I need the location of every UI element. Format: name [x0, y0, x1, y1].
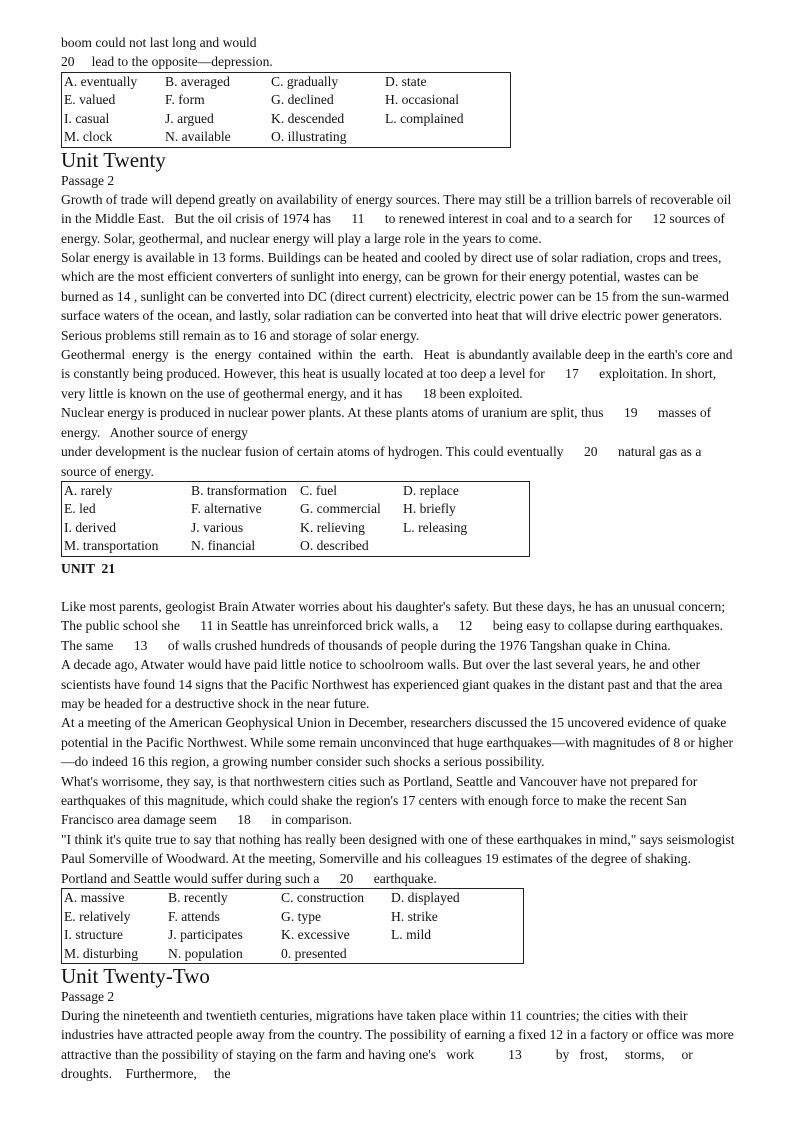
text-line: energy. Solar, geothermal, and nuclear energy will play a large role in the years to come.: [61, 230, 542, 246]
table-row: [62, 889, 524, 908]
option-cell: L. mild: [391, 927, 432, 942]
text-line: Portland and Seattle would suffer during such a 20 earthquake.: [61, 870, 437, 886]
text-line: which are the most efficient converters of sunlight into energy, can be grown for their energy potential, wastes can be: [61, 269, 699, 285]
text-line: burned as 14 , sunlight can be converted into DC (direct current) electricity, electric power can be 15 from the sun-warmed: [61, 288, 729, 304]
option-cell: O. illustrating: [271, 129, 347, 145]
table-row: [62, 537, 530, 556]
table-row: [62, 945, 524, 964]
option-cell: K. descended: [271, 110, 345, 126]
text-line: is constantly being produced. However, this heat is usually located at too deep a level for 17 exploitation. In short,: [61, 366, 717, 382]
option-cell: G. commercial: [300, 501, 381, 517]
option-cell: K. excessive: [281, 927, 350, 942]
text-line: Francisco area damage seem 18 in comparison.: [61, 812, 353, 828]
text-line: under development is the nuclear fusion of certain atoms of hydrogen. This could eventually 20 natural gas as a: [61, 444, 702, 460]
unit-21-passage: [61, 597, 761, 888]
text-line: attractive than the possibility of staying on the farm and having one's work 13 by frost, storms, or: [61, 1046, 693, 1062]
option-cell: 0. presented: [281, 945, 347, 961]
table-row: [62, 908, 524, 927]
text-line: Like most parents, geologist Brain Atwater worries about his daughter's safety. But these days, he has an unusual concern;: [61, 598, 726, 614]
text-line: energy. Another source of energy: [61, 424, 248, 440]
option-cell: E. led: [64, 501, 96, 517]
text-line: Serious problems still remain as to 16 and storage of solar energy.: [61, 327, 420, 343]
option-cell: J. argued: [165, 110, 214, 126]
table-row: [62, 72, 511, 91]
option-cell: L. releasing: [403, 519, 468, 535]
text-line: Geothermal energy is the energy contained within the earth. Heat is abundantly available deep in the earth's core and: [61, 347, 733, 363]
unit-21-title: UNIT 21: [61, 560, 116, 576]
option-cell: I. structure: [64, 927, 123, 942]
option-cell: J. various: [191, 519, 244, 535]
text-line: During the nineteenth and twentieth centuries, migrations have taken place within 11 countries; the cities with their: [61, 1008, 688, 1023]
option-cell: F. form: [165, 92, 205, 108]
option-cell: M. disturbing: [64, 945, 139, 961]
option-cell: M. clock: [64, 129, 113, 145]
option-cell: C. gradually: [271, 73, 339, 89]
unit-twenty-two-title: Unit Twenty-Two: [61, 964, 210, 988]
table-row: [62, 110, 511, 129]
option-cell: I. derived: [64, 519, 117, 535]
intro-block: [61, 33, 761, 72]
option-cell: [383, 128, 511, 147]
text-line: in the Middle East. But the oil crisis of 1974 has 11 to renewed interest in coal and to a search for 12 sources of: [61, 211, 725, 227]
text-line: A decade ago, Atwater would have paid little notice to schoolroom walls. But over the last several years, he and other: [61, 657, 701, 673]
option-cell: B. recently: [168, 890, 228, 905]
option-cell: [389, 945, 524, 964]
text-line: What's worrisome, they say, is that northwestern cities such as Portland, Seattle and Vancouver have not prepared for: [61, 773, 698, 789]
table-row: [62, 926, 524, 945]
option-cell: A. eventually: [64, 73, 138, 89]
option-cell: O. described: [300, 538, 369, 554]
text-line: —do indeed 16 this region, a growing number consider such shocks a serious possibility.: [61, 754, 545, 770]
options-table-2: [61, 481, 530, 557]
option-cell: G. declined: [271, 92, 334, 108]
text-line: Nuclear energy is produced in nuclear power plants. At these plants atoms of uranium are split, thus 19 masses of: [61, 405, 712, 421]
text-line: potential in the Pacific Northwest. While some remain unconvinced that huge earthquakes—with magnitudes of 8 or higher: [61, 734, 734, 750]
text-line: very little is known on the use of geothermal energy, and it has 18 been exploited.: [61, 385, 523, 401]
text-line: Growth of trade will depend greatly on availability of energy sources. There may still be a trillion barrels of recoverable oil: [61, 191, 732, 207]
option-cell: J. participates: [168, 927, 243, 942]
option-cell: E. valued: [64, 92, 116, 108]
table-row: [62, 481, 530, 500]
option-cell: A. massive: [64, 890, 125, 905]
text-line: industries have attracted people away from the country. The possibility of earning a fixed 12 in a factory or office was more: [61, 1027, 734, 1043]
text-line: boom could not last long and would: [61, 35, 257, 50]
option-cell: H. briefly: [403, 501, 456, 517]
unit-twenty-title: Unit Twenty: [61, 147, 166, 172]
text-line: source of energy.: [61, 463, 154, 479]
text-line: Solar energy is available in 13 forms. Buildings can be heated and cooled by direct use of solar radiation, crops and trees,: [61, 250, 722, 266]
table-row: [62, 519, 530, 538]
text-line: 20 lead to the opposite—depression.: [61, 54, 273, 70]
option-cell: N. population: [168, 945, 243, 961]
option-cell: H. occasional: [385, 92, 459, 108]
option-cell: M. transportation: [64, 538, 159, 554]
option-cell: N. financial: [191, 538, 256, 554]
option-cell: D. replace: [403, 482, 459, 498]
option-cell: G. type: [281, 908, 322, 924]
text-line: may be headed for a destructive shock in the near future.: [61, 695, 370, 711]
option-cell: A. rarely: [64, 482, 113, 498]
text-line: earthquakes of this magnitude, which could shake the region's 17 centers with enough force to make the recent San: [61, 792, 687, 808]
text-line: scientists have found 14 signs that the Pacific Northwest has experienced giant quakes in the distant past and that the area: [61, 676, 723, 692]
option-cell: D. displayed: [391, 890, 460, 905]
option-cell: K. relieving: [300, 519, 365, 535]
table-row: [62, 91, 511, 110]
table-row: [62, 500, 530, 519]
unit-twenty-passage: [61, 190, 761, 481]
option-cell: D. state: [385, 73, 427, 89]
option-cell: H. strike: [391, 908, 438, 924]
text-line: The same 13 of walls crushed hundreds of thousands of people during the 1976 Tangshan quake in China.: [61, 637, 671, 653]
option-cell: F. alternative: [191, 501, 262, 517]
text-line: Paul Somerville of Woodward. At the meeting, Somerville and his colleagues 19 estimates of the degree of shaking.: [61, 851, 691, 867]
unit-twenty-two-passage: [61, 1006, 761, 1084]
text-line: "I think it's quite true to say that nothing has really been designed with one of these earthquakes in mind," says seismologist: [61, 831, 735, 847]
option-cell: E. relatively: [64, 908, 131, 924]
option-cell: C. construction: [281, 890, 365, 905]
passage-label: Passage 2: [61, 172, 115, 188]
option-cell: B. transformation: [191, 482, 287, 498]
option-cell: F. attends: [168, 908, 220, 924]
option-cell: [401, 537, 530, 556]
option-cell: L. complained: [385, 110, 464, 126]
passage-label: Passage 2: [61, 989, 115, 1004]
options-table-3: [61, 888, 524, 964]
option-cell: I. casual: [64, 110, 110, 126]
text-line: At a meeting of the American Geophysical Union in December, researchers discussed the 15 uncovered evidence of quake: [61, 715, 727, 731]
document-page: [61, 33, 761, 1084]
option-cell: B. averaged: [165, 73, 230, 89]
text-line: droughts. Furthermore, the: [61, 1066, 231, 1082]
options-table-1: [61, 72, 511, 148]
spacer: [61, 578, 761, 597]
table-row: [62, 128, 511, 147]
option-cell: C. fuel: [300, 482, 337, 498]
text-line: The public school she 11 in Seattle has unreinforced brick walls, a 12 being easy to collapse during earthquakes.: [61, 618, 724, 634]
option-cell: N. available: [165, 129, 231, 145]
text-line: surface waters of the ocean, and lastly, solar radiation can be converted into heat that will drive electric power generators.: [61, 308, 723, 324]
